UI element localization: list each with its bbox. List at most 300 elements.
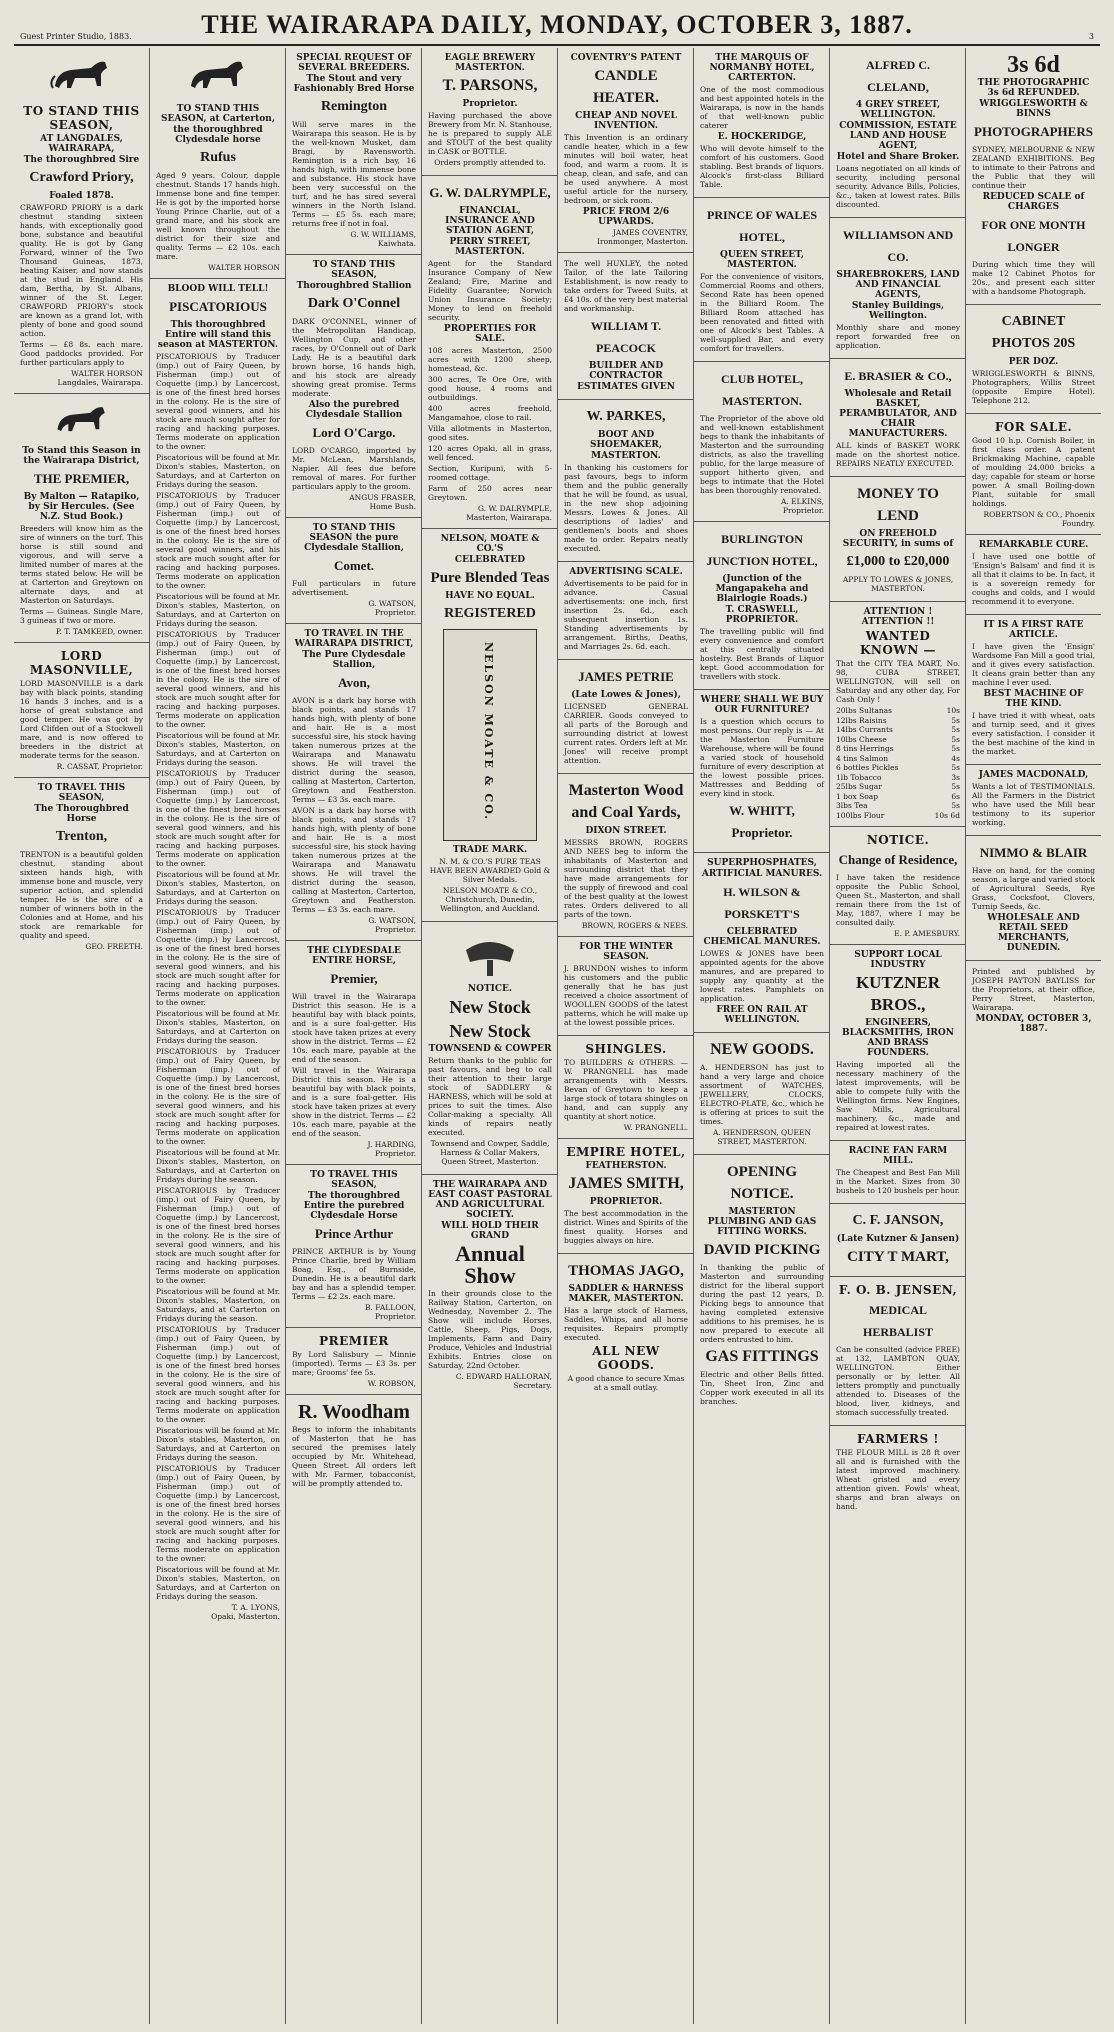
price-value: 10s 6d bbox=[934, 810, 960, 820]
ad-the-premier bbox=[14, 394, 149, 643]
ad-signature: R. CASSAT, Proprietor. bbox=[56, 762, 143, 771]
ad-body: Have on hand, for the coming season, a large and varied stock of Agricultural Seeds, Rye Grass, Cocksfoot, Clovers, Turnip Seeds, &c. bbox=[972, 866, 1095, 911]
ad-price: FREE ON RAIL AT WELLINGTON. bbox=[716, 1005, 808, 1025]
properties-heading: PROPERTIES FOR SALE. bbox=[443, 324, 537, 344]
ad-body: PISCATORIOUS by Traducer (imp.) out of Fairy Queen, by Fisherman (imp.) out of Coquette (imp.) by Lancercost, is one of the finest bred horses in the colony. He is the sire of several good winners, and his stock are much sought after for racing and hacking purposes. Terms moderate on application to the owner. bbox=[156, 352, 280, 451]
ad-signature: W. ROBSON, bbox=[367, 1379, 416, 1388]
ad-body: In thanking the public of Masterton and surrounding district for the liberal support during the past 12 years, D. Picking begs to announce that having completed extensive additions to his premises, he is now prepared to execute all orders entrusted to him. bbox=[700, 1263, 824, 1344]
ad-heading: BEST MACHINE OF THE KIND. bbox=[983, 689, 1084, 709]
ad-signature: B. FALLOON, bbox=[365, 1303, 416, 1312]
ad-address: MASTERTON. bbox=[591, 451, 661, 461]
registered-heading: REGISTERED bbox=[444, 606, 536, 621]
price-value: 5s bbox=[951, 744, 960, 753]
ad-body: By Lord Salisbury — Minnie (imported). Terms — £3 3s. per mare; Grooms' fee 5s. bbox=[292, 1350, 416, 1377]
ad-heading: COVENTRY'S PATENT bbox=[570, 53, 682, 63]
ad-city-tea-mart bbox=[830, 602, 966, 827]
ad-heading: SUPPORT LOCAL INDUSTRY bbox=[854, 950, 942, 970]
ad-body: J. BRUNDON wishes to inform his customers and the public generally that he has just received a choice assortment of WOOLLEN GOODS of the latest patterns, which he will make up at the lowest possible prices. bbox=[564, 964, 688, 1027]
price-row bbox=[836, 811, 960, 821]
ad-dalrymple bbox=[422, 176, 558, 529]
page-number: 3 bbox=[1088, 32, 1094, 41]
ad-signature: Opaki, Masterton. bbox=[211, 1612, 280, 1621]
ad-prince-arthur bbox=[286, 1165, 422, 1328]
ad-premier-clydesdale bbox=[286, 941, 422, 1165]
ad-big-heading: £1,000 to £20,000 bbox=[846, 554, 950, 569]
tea-package-label: NELSON MOATE & CO. bbox=[482, 642, 495, 821]
ad-signature: T. A. LYONS, bbox=[231, 1603, 280, 1612]
ad-candle-heater bbox=[558, 48, 694, 253]
ad-body: Piscatorious will be found at Mr. Dixon's stables, Masterton, on Saturdays, and at Carterton on Fridays during the season. bbox=[156, 731, 280, 767]
ad-body: Will serve mares in the Wairarapa this season. He is by the well-known Musket, dam Bragi, by Ravensworth. Remington is a rich bay, 16 hands high, with immense bone and substance. His stock have been very successful on the turf, and he has sired several winners in the North Island. Terms — £5 5s. each mare; returns free if not in foal. bbox=[292, 120, 416, 228]
ad-big-heading: R. Woodham bbox=[298, 1401, 410, 1423]
ad-brasier bbox=[830, 359, 966, 477]
ad-big-heading: WILLIAM T. PEACOCK bbox=[590, 319, 662, 355]
ad-kutzner-bros bbox=[830, 945, 966, 1141]
ad-body: PISCATORIOUS by Traducer (imp.) out of Fairy Queen, by Fisherman (imp.) out of Coquette (imp.) by Lancercost, is one of the finest bred horses in the colony. He is the sire of several good winners, and his stock are much sought after for racing and hacking purposes. Terms moderate on application to the owner. bbox=[156, 1047, 280, 1146]
column-2 bbox=[149, 48, 286, 2024]
ad-body: PISCATORIOUS by Traducer (imp.) out of Fairy Queen, by Fisherman (imp.) out of Coquette (imp.) by Lancercost, is one of the finest bred horses in the colony. He is the sire of several good winners, and his stock are much sought after for racing and hacking purposes. Terms moderate on application to the owner. bbox=[156, 630, 280, 729]
ad-normanby-hotel bbox=[694, 48, 830, 198]
ad-body: PISCATORIOUS by Traducer (imp.) out of Fairy Queen, by Fisherman (imp.) out of Coquette (imp.) by Lancercost, is one of the finest bred horses in the colony. He is the sire of several good winners, and his stock are much sought after for racing and hacking purposes. Terms moderate on application to the owner. bbox=[156, 1186, 280, 1285]
price-row bbox=[836, 735, 960, 745]
ad-big-heading: THOMAS JAGO, bbox=[568, 1263, 684, 1279]
price-value: 6s bbox=[951, 791, 960, 801]
price-item: 100lbs Flour bbox=[836, 810, 885, 820]
ad-winter-season bbox=[558, 937, 694, 1036]
ad-cleland bbox=[830, 48, 966, 218]
ad-big-heading: G. W. DALRYMPLE, bbox=[429, 185, 551, 200]
ad-thomas-jago bbox=[558, 1254, 694, 1400]
ad-heading: F. O. B. JENSEN, bbox=[838, 1283, 958, 1297]
ad-body: PISCATORIOUS by Traducer (imp.) out of Fairy Queen, by Fisherman (imp.) out of Coquette (imp.) by Lancercost, is one of the finest bred horses in the colony. He is the sire of several good winners, and his stock are much sought after for racing and hacking purposes. Terms moderate on application to the owner. bbox=[156, 908, 280, 1007]
ad-signature: W. WHITT, Proprietor. bbox=[729, 803, 795, 840]
price-row bbox=[836, 792, 960, 802]
price-row bbox=[836, 782, 960, 792]
ad-subheading: COMMISSION, ESTATE LAND AND HOUSE AGENT, bbox=[839, 121, 957, 151]
price-value: 5s bbox=[951, 763, 960, 772]
ad-big-heading: JAMES SMITH, bbox=[568, 1175, 684, 1192]
ad-body: The well HUXLEY, the noted Tailor, of the late Tailoring Establishment, is now ready to take orders for Tweed Suits, at £4 10s. of the very best material and workmanship. bbox=[564, 259, 688, 313]
ad-body: Electric and other Bells fitted. Tin, Sheet Iron, Zinc and Copper work executed in all its branches. bbox=[700, 1370, 824, 1406]
ad-big-heading: Annual Show bbox=[455, 1241, 525, 1288]
ad-price: PRICE FROM 2/6 UPWARDS. bbox=[582, 207, 670, 227]
ad-club-hotel bbox=[694, 362, 830, 522]
ad-janson bbox=[830, 1204, 966, 1277]
ad-body: Piscatorious will be found at Mr. Dixon's stables, Masterton, on Saturdays, and at Carterton on Fridays during the season. bbox=[156, 870, 280, 906]
horse-name: THE PREMIER, bbox=[33, 471, 130, 486]
ad-heading: ALL NEW GOODS. bbox=[592, 1344, 660, 1372]
ad-subheading: Proprietor. bbox=[462, 99, 518, 109]
ad-subheading: BOOT AND SHOEMAKER, bbox=[590, 430, 662, 450]
ad-body: I have used one bottle of 'Ensign's Balsam' and find it is all that it claims to be. In fact, it is a sovereign remedy for coughs and colds, and I would recommend it to everyone. bbox=[972, 552, 1095, 606]
ad-lord-masonville bbox=[14, 643, 149, 778]
price-item: 20lbs Sultanas bbox=[836, 706, 892, 715]
ad-big-heading: CLUB HOTEL, MASTERTON. bbox=[720, 372, 804, 408]
ad-manures bbox=[694, 853, 830, 1033]
price-row bbox=[836, 744, 960, 754]
ad-big-heading: CITY T MART, bbox=[847, 1249, 949, 1265]
price-item: 14lbs Currants bbox=[836, 725, 893, 734]
horse-name: Lord O'Cargo. bbox=[312, 425, 396, 440]
horse-name: Dark O'Connel bbox=[307, 296, 401, 311]
ad-body: Loans negotiated on all kinds of security, including personal security. Advance Bills, Policies, &c., taken at lowest rates. Bills discounted. bbox=[836, 164, 960, 209]
ad-signature: G. WATSON, bbox=[368, 599, 416, 608]
ad-dark-oconnel bbox=[286, 255, 422, 518]
ad-proprietor: E. HOCKERIDGE, bbox=[717, 132, 807, 142]
ad-crawford-priory bbox=[14, 48, 149, 394]
ad-signature: GEO. FREETH. bbox=[85, 942, 143, 951]
price-value: 10s bbox=[946, 706, 960, 715]
ad-body: I have tried it with wheat, oats and turnip seed, and it gives every satisfaction. I consider it the best machine of the kind in the market. bbox=[972, 711, 1095, 756]
horse-name: Comet. bbox=[333, 558, 375, 573]
ad-subheading: ON FREEHOLD SECURITY, in sums of bbox=[842, 529, 954, 549]
ad-body: N. M. & CO.'S PURE TEAS HAVE BEEN AWARDED Gold & Silver Medals. bbox=[429, 857, 551, 884]
column-1 bbox=[14, 48, 149, 2024]
ad-heading: EAGLE BREWERY MASTERTON. bbox=[444, 53, 536, 73]
ad-subheading: ESTIMATES GIVEN bbox=[577, 382, 675, 392]
price-item: 8 tins Herrings bbox=[836, 744, 894, 753]
price-value: 3s bbox=[951, 772, 960, 782]
ad-wood-coal-yards bbox=[558, 774, 694, 937]
ad-heading: JAMES MACDONALD, bbox=[978, 770, 1089, 780]
ad-signature: G. W. DALRYMPLE, bbox=[477, 504, 552, 513]
ad-body: Good 10 h.p. Cornish Boiler, in first class order. A patent Brickmaking Machine, capable of moulding 24,000 bricks a day; capable for steam or horse power. A small Boiling-down Plant, suitable for small holdings. bbox=[972, 436, 1095, 508]
ad-body: SYDNEY, MELBOURNE & NEW ZEALAND EXHIBITIONS. Beg to intimate to their Patrons and the Public that they will continue their bbox=[972, 145, 1095, 190]
ad-body: LORD O'CARGO, imported by Mr. McLean, Marshlands, Napier. All fees due before removal of mares. For further particulars apply to the groom. bbox=[292, 446, 416, 491]
ad-signature: G. W. WILLIAMS, bbox=[350, 230, 416, 239]
ad-subheading: ARTIFICIAL MANURES. bbox=[701, 869, 823, 879]
ad-body: Piscatorious will be found at Mr. Dixon's stables, Masterton, on Saturdays, and at Carterton on Fridays during the season. bbox=[156, 1565, 280, 1601]
ad-subheading: FINANCIAL, INSURANCE AND STATION AGENT, bbox=[445, 206, 535, 236]
property-item: Farm of 250 acres near Greytown. bbox=[428, 484, 552, 502]
price-value: 4s bbox=[951, 753, 960, 763]
ad-body: MESSRS BROWN, ROGERS AND NEES beg to inform the inhabitants of Masterton and surrounding district that they have made arrangements for the supply of firewood and coal of the best quality at the lowest rates. Orders delivered to all parts of the town. bbox=[564, 838, 688, 919]
ad-comet bbox=[286, 518, 422, 624]
ad-subheading: (Late Kutzner & Jansen) bbox=[836, 1234, 960, 1244]
ad-james-petrie bbox=[558, 660, 694, 774]
ad-heading: SUPERPHOSPHATES, bbox=[707, 858, 817, 868]
ad-body: TO BUILDERS & OTHERS. — W. PRANGNELL has made arrangements with Messrs. Bevan of Greytown to keep a large stock of totara shingles on hand, and can supply any quantity at short notice. bbox=[564, 1058, 688, 1121]
ad-wrigglesworth-binns bbox=[966, 48, 1101, 305]
horse-foaled: Foaled 1878. bbox=[49, 191, 114, 201]
ad-body: PRINCE ARTHUR is by Young Prince Charlie, bred by William Boag, Esq., of Burnside, Dunedin. He is a beautiful dark bay and has a splendid temper. Terms — £2 2s. each mare. bbox=[292, 1247, 416, 1301]
ad-body: Who will devote himself to the comfort of his customers. Good stabling. Best brands of liquors. Alcock's first-class Billiard Table. bbox=[700, 144, 824, 189]
ad-annual-show bbox=[422, 1175, 558, 1396]
ad-subheading: The Pure Clydesdale Stallion, bbox=[302, 650, 406, 670]
ad-big-heading: FOR ONE MONTH LONGER bbox=[981, 218, 1086, 254]
ad-body: Piscatorious will be found at Mr. Dixon's stables, Masterton, on Saturdays, and at Carterton on Fridays during the season. bbox=[156, 592, 280, 628]
ad-body: Having imported all the necessary machinery of the latest improvements, will be able to compete fully with the Wellington firms. New Engines, Saw Mills, Agricultural machinery, &c., made and repaired at lowest rates. bbox=[836, 1060, 960, 1132]
property-item: Villa allotments in Masterton, good sites. bbox=[428, 424, 552, 442]
ad-signature: Masterton, Wairarapa. bbox=[466, 513, 552, 522]
column-8 bbox=[965, 48, 1101, 2024]
ad-subheading: WILL HOLD THEIR GRAND bbox=[441, 1221, 539, 1241]
ad-heading: TO STAND THIS SEASON, bbox=[312, 260, 396, 280]
property-item: Section, Kuripuni, with 5-roomed cottage. bbox=[428, 464, 552, 482]
ad-subheading: CELEBRATED bbox=[454, 555, 526, 565]
ad-body: Advertisements to be paid for in advance. Casual advertisements: one inch, first insertion 2s. 6d., each subsequent insertion 1s. Standing advertisements by arrangement. Births, Deaths, and Marriages 2s. 6d. each. bbox=[564, 579, 688, 651]
ad-body: AVON is a dark bay horse with black points, and stands 17 hands high, with plenty of bone and hair. He is a most successful sire, his stock having taken numerous prizes at the Wairarapa and Manawatu shows. He will travel the district during the season, calling at Masterton, Carterton, Greytown and Featherston. Terms — £3 3s. each mare. bbox=[292, 696, 416, 804]
ad-subheading: This thoroughbred Entire will stand this season at MASTERTON. bbox=[157, 320, 279, 350]
ad-subheading: AT LANGDALES, WAIRARAPA, bbox=[40, 134, 123, 154]
price-value: 5s bbox=[951, 782, 960, 791]
ad-subheading: The Thoroughbred Horse bbox=[34, 804, 129, 824]
ad-subheading: FEATHERSTON. bbox=[585, 1161, 667, 1171]
ad-body: Begs to inform the inhabitants of Masterton that he has secured the premises lately occupied by Mr. Whitehead, Queen Street. All orders left with Mr. Farmer, tobacconist, will be promptly attended to. bbox=[292, 1425, 416, 1488]
ad-heading: THE WAIRARAPA AND EAST COAST PASTORAL AND AGRICULTURAL SOCIETY. bbox=[428, 1180, 552, 1220]
horse-name: PISCATORIOUS bbox=[169, 299, 267, 314]
ad-big-heading: JAMES PETRIE bbox=[578, 669, 674, 684]
ad-subheading: The thoroughbred Sire bbox=[23, 155, 140, 165]
ad-body: PISCATORIOUS by Traducer (imp.) out of Fairy Queen, by Fisherman (imp.) out of Coquette (imp.) by Lancercost, is one of the finest bred horses in the colony. He is the sire of several good winners, and his stock are much sought after for racing and hacking purposes. Terms moderate on application to the owner. bbox=[156, 491, 280, 590]
ad-advertising-scale bbox=[558, 562, 694, 660]
ad-body: Having purchased the above Brewery from Mr. N. Stanhouse, he is prepared to supply ALE and STOUT of the best quality in CASK or BOTTLE. bbox=[428, 111, 552, 156]
ad-woodham bbox=[286, 1395, 422, 1496]
ad-body: This Invention is an ordinary candle heater, which in a few minutes will boil water, heat food, and warm a room. It is cheap, clean, and safe, and can be used anywhere. A most useful article for the nursery, bedroom, or sick room. bbox=[564, 133, 688, 205]
ad-big-heading: C. F. JANSON, bbox=[852, 1213, 944, 1228]
horse-name: Trenton, bbox=[55, 829, 108, 844]
ad-money-to-lend bbox=[830, 477, 966, 602]
ad-remington bbox=[286, 48, 422, 255]
price-item: 10lbs Cheese bbox=[836, 734, 887, 744]
ad-subheading: WHOLESALE AND RETAIL SEED MERCHANTS, DUNEDIN. bbox=[987, 913, 1080, 953]
ad-body: In thanking his customers for past favours, begs to inform them and the public generally that he will be found, as usual, in the new shop adjoining Messrs. Lowes & Jones. All descriptions of ladies' and gentlemen's boots and shoes made to order. Repairs neatly executed. bbox=[564, 463, 688, 553]
ad-subheading: SHAREBROKERS, LAND AND FINANCIAL AGENTS, bbox=[836, 270, 960, 300]
ad-body: TRENTON is a beautiful golden chestnut, standing about sixteen hands high, with immense bone and muscle, very superior action, and splendid temper. He is the sire of a number of winners both in the Colonies and at Home, and his stock are remarkable for quality and speed. bbox=[20, 850, 143, 940]
horse-name: Crawford Priory, bbox=[29, 170, 134, 185]
price-item: 1lb Tobacco bbox=[836, 772, 882, 782]
imprint bbox=[966, 961, 1101, 1041]
ad-body: PISCATORIOUS by Traducer (imp.) out of Fairy Queen, by Fisherman (imp.) out of Coquette (imp.) by Lancercost, is one of the finest bred horses in the colony. He is the sire of several good winners, and his stock are much sought after for racing and hacking purposes. Terms moderate on application to the owner. bbox=[156, 1464, 280, 1563]
ad-heading: TO TRAVEL THIS SEASON, bbox=[37, 783, 126, 803]
columns bbox=[14, 48, 1100, 2024]
ad-furniture bbox=[694, 690, 830, 853]
ad-opening-notice bbox=[694, 1155, 830, 1414]
column-5 bbox=[557, 48, 694, 2024]
ad-farmers-flour-mill bbox=[830, 1426, 966, 1519]
ad-heading: THE MARQUIS OF NORMANBY HOTEL, CARTERTON. bbox=[709, 53, 815, 83]
ad-subheading: (Late Lowes & Jones), bbox=[571, 690, 681, 700]
ad-heading: FOR THE WINTER SEASON. bbox=[579, 942, 673, 962]
ad-subheading: REDUCED SCALE of CHARGES bbox=[982, 192, 1085, 212]
ad-big-heading: Pure Blended Teas bbox=[430, 570, 550, 586]
ad-signature: J. HARDING, bbox=[367, 1140, 416, 1149]
ad-big-heading: WILLIAMSON AND CO. bbox=[842, 228, 954, 264]
ad-heading: PREMIER bbox=[319, 1334, 389, 1348]
property-item: 120 acres Opaki, all in grass, well fenced. bbox=[428, 444, 552, 462]
ad-body: The Cheapest and Best Fan Mill in the Market. Sizes from 30 bushels to 120 bushels per hour. bbox=[836, 1168, 960, 1195]
price-item: 4 tins Salmon bbox=[836, 753, 889, 763]
ad-body: That the CITY TEA MART, No. 98, CUBA STREET, WELLINGTON, will sell on Saturday and any other day, For Cash Only ! bbox=[836, 659, 960, 704]
ad-signature: ANGUS FRASER, bbox=[349, 493, 416, 502]
ad-body: PISCATORIOUS by Traducer (imp.) out of Fairy Queen, by Fisherman (imp.) out of Coquette (imp.) by Lancercost, is one of the finest bred horses in the colony. He is the sire of several good winners, and his stock are much sought after for racing and hacking purposes. Terms moderate on application to the owner. bbox=[156, 769, 280, 868]
horse-icon bbox=[47, 402, 117, 442]
ad-new-goods bbox=[694, 1033, 830, 1155]
ad-subheading: the thoroughbred Clydesdale horse bbox=[173, 125, 263, 145]
ad-signature: W. PRANGNELL. bbox=[623, 1123, 688, 1132]
ad-big-heading: New Stock bbox=[449, 997, 531, 1017]
ad-body: PISCATORIOUS by Traducer (imp.) out of Fairy Queen, by Fisherman (imp.) out of Coquette (imp.) by Lancercost, is one of the finest bred horses in the colony. He is the sire of several good winners, and his stock are much sought after for racing and hacking purposes. Terms moderate on application to the owner. bbox=[156, 1325, 280, 1424]
ad-signature: C. EDWARD HALLORAN, Secretary. bbox=[455, 1372, 552, 1390]
ad-signature: A. HENDERSON, QUEEN STREET, MASTERTON. bbox=[712, 1128, 812, 1146]
ad-heading: TO TRAVEL THIS SEASON, bbox=[310, 1170, 398, 1190]
ad-trenton bbox=[14, 778, 149, 957]
ad-signature: Kaiwhata. bbox=[377, 239, 416, 248]
ad-subheading: CHEAP AND NOVEL INVENTION. bbox=[575, 111, 677, 131]
ad-body: Has a large stock of Harness, Saddles, Whips, and all horse requisites. Repairs promptly executed. bbox=[564, 1306, 688, 1342]
price-row bbox=[836, 725, 960, 735]
horse-name: Premier, bbox=[330, 971, 378, 986]
ad-body: A. HENDERSON has just to hand a very large and choice assortment of WATCHES, JEWELLERY, CLOCKS, ELECTRO-PLATE, &c., which he is offering at prices to suit the times. bbox=[700, 1063, 824, 1126]
horse-name: Avon, bbox=[338, 675, 370, 690]
ad-big-heading: 3s 6d bbox=[1007, 52, 1060, 78]
price-value: 5s bbox=[951, 725, 960, 734]
ad-heading: TO STAND THIS SEASON, bbox=[23, 104, 140, 132]
ad-heading: FOR SALE. bbox=[994, 420, 1073, 434]
price-row bbox=[836, 754, 960, 764]
ad-big-heading: CABINET PHOTOS 20S bbox=[991, 314, 1076, 351]
ad-body: Piscatorious will be found at Mr. Dixon's stables, Masterton, on Saturdays, and at Carterton on Fridays during the season. bbox=[156, 1287, 280, 1323]
ad-topline: BLOOD WILL TELL! bbox=[167, 284, 269, 294]
ad-body: Piscatorious will be found at Mr. Dixon's stables, Masterton, on Saturdays, and at Carterton on Fridays during the season. bbox=[156, 1148, 280, 1184]
ad-terms: Terms — £8 8s. each mare. Good paddocks provided. For further particulars apply to bbox=[20, 340, 143, 367]
ad-body: Breeders will know him as the sire of winners on the turf. This horse is still sound and vigorous, and will serve a limited number of mares at the terms stated below. He will be at Carterton and Greytown on alternate days, and at Masterton on Saturdays. bbox=[20, 524, 143, 605]
ad-heading: REMARKABLE CURE. bbox=[978, 540, 1089, 550]
ad-remarkable-cure bbox=[966, 535, 1101, 615]
ad-huxley-tailor bbox=[558, 253, 694, 400]
ad-body: Monthly share and money report forwarded free on application. bbox=[836, 323, 960, 350]
ad-subheading: BUILDER AND CONTRACTOR bbox=[588, 361, 664, 381]
ad-parkes-boots bbox=[558, 400, 694, 562]
masthead-left-note: Guest Printer Studio, 1883. bbox=[20, 32, 132, 41]
ad-body: The Proprietor of the above old and well-known establishment begs to thank the inhabitants of Masterton and the surrounding districts, as also the travelling public, for the large measure of support hitherto given, and begs to intimate that the Hotel has been thoroughly renovated. bbox=[700, 414, 824, 495]
price-item: 12lbs Raisins bbox=[836, 715, 887, 725]
ad-address: Stanley Buildings, Wellington. bbox=[851, 301, 945, 321]
ad-jensen-herbalist bbox=[830, 1277, 966, 1426]
ad-avon bbox=[286, 624, 422, 941]
ad-first-rate-article bbox=[966, 615, 1101, 765]
ad-signature: E. P. AMESBURY. bbox=[894, 929, 960, 938]
ad-heading: TO STAND THIS SEASON the pure Clydesdale Stallion, bbox=[304, 523, 404, 553]
ad-body: LOWES & JONES have been appointed agents for the above manures, and are prepared to supply any quantity at the lowest rates. Pamphlets on application. bbox=[700, 949, 824, 1003]
ad-subheading: WANTED KNOWN — bbox=[860, 629, 936, 657]
ad-big-heading: T. PARSONS, bbox=[442, 77, 538, 94]
ad-big-heading: NIMMO & BLAIR bbox=[979, 845, 1088, 860]
ad-big-heading: BURLINGTON JUNCTION HOTEL, bbox=[706, 532, 818, 568]
ad-body: Piscatorious will be found at Mr. Dixon's stables, Masterton, on Saturdays, and at Carterton on Fridays during the season. bbox=[156, 1426, 280, 1462]
ad-big-heading: CANDLE HEATER. bbox=[593, 68, 659, 106]
ad-body: I have taken the residence opposite the Public School, Queen St., Masterton, and shall remain there from the 1st of May, 1887, where I may be consulted daily. bbox=[836, 873, 960, 927]
ad-body: AVON is a dark bay horse with black points, and stands 17 hands high, with plenty of bone and hair. He is a most successful sire, his stock having taken numerous prizes at the Wairarapa and Manawatu shows. He will travel the district during the season, calling at Masterton, Carterton, Greytown and Featherston. Terms — £3 3s. each mare. bbox=[292, 806, 416, 914]
ad-body: Agent for the Standard Insurance Company of New Zealand; Fire, Marine and Fidelity Guarantee; Norwich Union Insurance Society; Money to lend on freehold security. bbox=[428, 259, 552, 322]
column-7 bbox=[829, 48, 966, 2024]
ad-new-stock bbox=[422, 922, 558, 1175]
ad-signature: Proprietor. bbox=[374, 1312, 416, 1321]
ad-heading: FARMERS ! bbox=[856, 1432, 940, 1446]
price-row bbox=[836, 801, 960, 811]
price-value: 5s bbox=[951, 801, 960, 810]
ad-signature: JAMES COVENTRY, Ironmonger, Masterton. bbox=[597, 228, 688, 246]
ad-address: 4 GREY STREET, WELLINGTON. bbox=[855, 100, 941, 120]
ad-big-heading: Masterton Wood and Coal Yards, bbox=[568, 782, 684, 821]
ad-heading: LORD MASONVILLE, bbox=[29, 649, 134, 677]
saddle-icon bbox=[460, 930, 520, 980]
ad-signature: WALTER HORSON bbox=[208, 263, 280, 272]
ad-body: APPLY TO LOWES & JONES, MASTERTON. bbox=[842, 575, 954, 593]
ad-heading: TOWNSEND & COWPER bbox=[428, 1044, 552, 1054]
imprint-text: Printed and published by JOSEPH PAYTON BAYLISS for the Proprietors, at their office, Perry Street, Masterton, Wairarapa. bbox=[972, 967, 1095, 1012]
ad-heading: WHERE SHALL WE BUY OUR FURNITURE? bbox=[700, 695, 824, 715]
ad-body: I have given the 'Ensign' Wardsome Fan Mill a good trial, and it gives every satisfaction. It cleans grain better than any machine I ever used. bbox=[972, 642, 1095, 687]
ad-subheading: Also the purebred Clydesdale Stallion bbox=[305, 400, 403, 420]
ad-signature: ROBERTSON & CO., Phoenix Foundry. bbox=[983, 510, 1095, 528]
ad-body: One of the most commodious and best appointed hotels in the Wairarapa, is now in the hands of that well-known public caterer bbox=[700, 85, 824, 130]
ad-body: In their grounds close to the Railway Station, Carterton, on Wednesday, November 2. The Show will include Horses, Cattle, Sheep, Pigs, Dogs, Implements, Farm and Dairy Produce, Vehicles and Industrial Exhibits. Entries close on Saturday, 22nd October. bbox=[428, 1289, 552, 1370]
ad-body: Piscatorious will be found at Mr. Dixon's stables, Masterton, on Saturdays, and at Carterton on Fridays during the season. bbox=[156, 1009, 280, 1045]
ad-heading: IT IS A FIRST RATE ARTICLE. bbox=[983, 620, 1084, 640]
ad-heading: THE CLYDESDALE ENTIRE HORSE, bbox=[307, 946, 401, 966]
ad-body: The best accommodation in the district. Wines and Spirits of the finest quality. Horses and buggies always on hire. bbox=[564, 1209, 688, 1245]
price-value: 5s bbox=[951, 715, 960, 725]
ad-signature: WALTER HORSON bbox=[71, 369, 143, 378]
ad-heading: NELSON, MOATE & CO.'S bbox=[440, 534, 540, 554]
ad-prince-of-wales-hotel bbox=[694, 198, 830, 362]
ad-body: LICENSED GENERAL CARRIER. Goods conveyed to all parts of the Borough and surrounding district at lowest current rates. Orders left at Mr. Jones' will receive prompt attention. bbox=[564, 702, 688, 765]
ad-big-heading: H. WILSON & PORSKETT'S bbox=[723, 885, 801, 921]
ad-heading: NOTICE. bbox=[866, 833, 930, 847]
ad-subheading: THE PHOTOGRAPHIC 3s 6d REFUNDED. bbox=[977, 78, 1090, 98]
ad-big-heading: MONEY TO LEND bbox=[857, 486, 939, 524]
ad-signature: G. WATSON, bbox=[368, 916, 416, 925]
ad-body: Orders promptly attended to. bbox=[434, 158, 546, 167]
trade-mark-label: TRADE MARK. bbox=[452, 845, 528, 855]
ad-big-heading: NEW GOODS. bbox=[710, 1041, 814, 1058]
ad-subheading: Thoroughbred Stallion bbox=[296, 281, 412, 291]
ad-for-sale-boiler bbox=[966, 414, 1101, 535]
ad-heading: TO TRAVEL IN THE WAIRARAPA DISTRICT, bbox=[294, 629, 414, 649]
ad-subheading: PROPRIETOR. bbox=[589, 1197, 663, 1207]
price-value: 5s bbox=[951, 734, 960, 744]
ad-heading: SPECIAL REQUEST OF SEVERAL BREEDERS. bbox=[296, 53, 412, 73]
ad-signature: P. T. TAMKEED, owner. bbox=[55, 627, 143, 636]
ad-nimmo-blair bbox=[966, 836, 1101, 961]
horse-name: Prince Arthur bbox=[314, 1226, 394, 1241]
ad-subheading: (Junction of the Mangapakeha and Blairlogie Roads.) bbox=[715, 574, 809, 604]
price-item: 1 box Soap bbox=[836, 791, 879, 801]
ad-big-heading: W. PARKES, bbox=[586, 409, 666, 424]
price-row bbox=[836, 706, 960, 716]
ad-cabinet-photos bbox=[966, 305, 1101, 414]
ad-heading: TO STAND THIS SEASON, at Carterton, bbox=[161, 104, 275, 124]
ad-body: Is a question which occurs to most persons. Our reply is — At the Masterton Furniture Warehouse, where will be found a varied stock of household furniture of every description at the lowest possible prices. Mattresses and Bedding of every kind in stock. bbox=[700, 717, 824, 798]
ad-body: A good chance to secure Xmas at a small outlay. bbox=[567, 1374, 685, 1392]
ad-signature: BROWN, ROGERS & NEES. bbox=[581, 921, 688, 930]
property-item: 108 acres Masterton, 2500 acres with 1200 sheep, homestead, &c. bbox=[428, 346, 552, 373]
ad-big-heading: KUTZNER BROS., bbox=[855, 973, 941, 1014]
notice-heading: NOTICE. bbox=[467, 984, 513, 994]
ad-subheading: CELEBRATED CHEMICAL MANURES. bbox=[703, 927, 821, 947]
horse-name: Rufus bbox=[200, 150, 236, 165]
column-4 bbox=[421, 48, 558, 2024]
horse-name: Remington bbox=[320, 99, 388, 114]
tea-package-illustration bbox=[443, 629, 537, 841]
ad-subheading: Wholesale and Retail BASKET, PERAMBULATOR, AND CHAIR MANUFACTURERS. bbox=[839, 389, 957, 439]
ad-signature: Proprietor. bbox=[374, 608, 416, 617]
ad-subheading: PER DOZ. bbox=[1008, 357, 1059, 367]
ad-proprietor: T. CRASWELL, PROPRIETOR. bbox=[725, 605, 799, 625]
ad-body: Can be consulted (advice FREE) at 132, LAMBTON QUAY, WELLINGTON. Either personally or by letter. All letters promptly and punctually attended to. Diseases of the blood, liver, kidneys, and stomach successfully treated. bbox=[836, 1345, 960, 1417]
ad-subheading: HAVE NO EQUAL. bbox=[445, 591, 535, 601]
